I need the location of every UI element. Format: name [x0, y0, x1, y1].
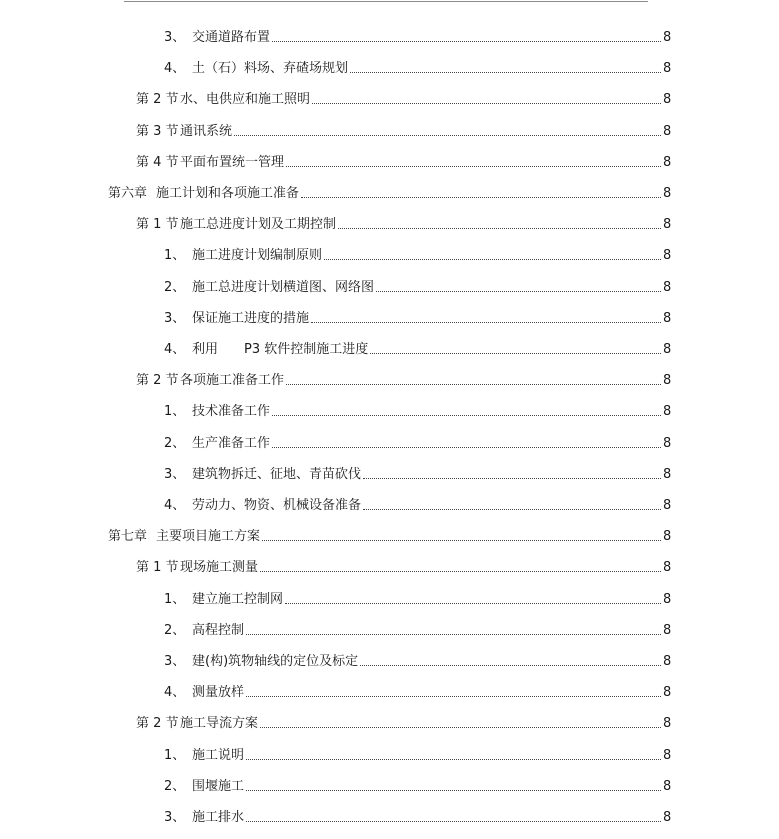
toc-entry-label: [164, 27, 271, 49]
toc-entry-number: 第七章: [108, 529, 148, 545]
toc-entry[interactable]: [0, 214, 779, 236]
toc-entry-number: 1、: [164, 248, 186, 264]
toc-entry[interactable]: [0, 121, 779, 143]
toc-entry[interactable]: [0, 58, 779, 80]
toc-entry-title: 高程控制: [192, 622, 245, 638]
toc-entry-label: [164, 589, 284, 611]
toc-entry-label: [136, 214, 337, 236]
toc-entry-label: [136, 557, 259, 579]
toc-page-number: 8: [663, 622, 672, 638]
toc-entry-title: 通讯系统: [180, 123, 233, 139]
toc-entry[interactable]: [0, 745, 779, 767]
toc-page-number: 8: [663, 61, 672, 77]
toc-entry-number: 1、: [164, 591, 186, 607]
toc-entry-title: 建立施工控制网: [192, 591, 284, 607]
toc-page-number: 8: [663, 685, 672, 701]
toc-dot-leader: [272, 41, 661, 42]
toc-entry-title: 保证施工进度的措施: [192, 310, 310, 326]
toc-entry-title: 水、电供应和施工照明: [180, 92, 311, 108]
toc-entry-title: 建(构)筑物轴线的定位及标定: [192, 654, 359, 669]
toc-entry-title: 利用 P3 软件控制施工进度: [192, 342, 369, 357]
toc-entry-label: [164, 58, 349, 80]
toc-dot-leader: [311, 322, 661, 323]
toc-entry-title: 建筑物拆迁、征地、青苗砍伐: [192, 466, 362, 482]
toc-page-number: 8: [663, 404, 672, 420]
toc-entry-number: 4、: [164, 685, 186, 701]
toc-entry-number: 4、: [164, 61, 186, 77]
toc-dot-leader: [246, 821, 661, 822]
toc-dot-leader: [246, 634, 661, 635]
toc-dot-leader: [234, 135, 661, 136]
toc-dot-leader: [286, 384, 661, 385]
toc-entry[interactable]: [0, 464, 779, 486]
toc-page-number: 8: [663, 92, 672, 108]
toc-entry-label: [136, 152, 285, 174]
toc-entry-label: [164, 464, 362, 486]
toc-dot-leader: [260, 727, 661, 728]
toc-entry-title: 施工总进度计划横道图、网络图: [192, 279, 375, 295]
toc-entry[interactable]: [0, 27, 779, 49]
toc-entry-label: [164, 433, 271, 455]
toc-page-number: 8: [663, 498, 672, 513]
toc-entry-title: 施工进度计划编制原则: [192, 248, 323, 264]
toc-page-number: 8: [663, 529, 672, 545]
toc-entry[interactable]: [0, 245, 779, 267]
toc-entry[interactable]: [0, 557, 779, 579]
toc-dot-leader: [286, 166, 661, 167]
toc-entry-number: 2、: [164, 622, 186, 638]
toc-entry-title: 施工总进度计划及工期控制: [180, 217, 337, 233]
toc-entry-title: 施工导流方案: [180, 716, 259, 732]
toc-entry-number: 1、: [164, 747, 186, 763]
toc-entry-number: 第 1 节: [136, 217, 179, 233]
toc-dot-leader: [260, 571, 661, 572]
toc-page-number: 8: [663, 435, 672, 451]
toc-entry-title: 围堰施工: [192, 778, 245, 794]
toc-entry-number: 4、: [164, 342, 186, 357]
toc-entry-number: 第 3 节: [136, 123, 179, 139]
toc-page-number: 8: [663, 654, 672, 669]
toc-entry-number: 3、: [164, 30, 186, 45]
toc-dot-leader: [363, 478, 661, 479]
toc-entry-number: 2、: [164, 279, 186, 295]
toc-page-number: 8: [663, 30, 672, 45]
toc-dot-leader: [246, 790, 661, 791]
toc-entry-label: [164, 339, 369, 361]
toc-entry-number: 3、: [164, 810, 186, 825]
toc-dot-leader: [246, 759, 661, 760]
toc-entry-title: 技术准备工作: [192, 404, 271, 420]
toc-entry[interactable]: [0, 682, 779, 704]
toc-page-number: 8: [663, 154, 672, 170]
toc-entry-title: 现场施工测量: [180, 560, 259, 576]
toc-entry[interactable]: [0, 152, 779, 174]
toc-entry-number: 4、: [164, 498, 186, 513]
toc-dot-leader: [272, 447, 661, 448]
toc-dot-leader: [246, 696, 661, 697]
toc-page-number: 8: [663, 810, 672, 825]
toc-entry[interactable]: [0, 277, 779, 299]
toc-entry-label: [164, 620, 245, 642]
toc-entry-label: [164, 807, 245, 829]
toc-entry-label: [164, 245, 323, 267]
toc-entry-number: 第 2 节: [136, 373, 179, 389]
toc-dot-leader: [285, 603, 661, 604]
toc-entry[interactable]: [0, 589, 779, 611]
toc-entry[interactable]: [0, 370, 779, 392]
toc-entry-label: [164, 277, 375, 299]
toc-entry-label: [164, 308, 310, 330]
toc-entry-number: 1、: [164, 404, 186, 420]
toc-entry-title: 平面布置统一管理: [180, 154, 285, 170]
toc-entry[interactable]: [0, 526, 779, 548]
toc-page-number: 8: [663, 310, 672, 326]
toc-entry[interactable]: [0, 807, 779, 829]
toc-page-number: 8: [663, 342, 672, 357]
toc-entry[interactable]: [0, 776, 779, 798]
toc-page-number: 8: [663, 591, 672, 607]
toc-entry[interactable]: [0, 308, 779, 330]
toc-entry-label: [164, 776, 245, 798]
toc-dot-leader: [301, 197, 661, 198]
toc-entry-title: 施工说明: [192, 747, 245, 763]
toc-entry-number: 第 2 节: [136, 716, 179, 732]
toc-entry[interactable]: [0, 433, 779, 455]
toc-entry-title: 施工排水: [192, 810, 245, 825]
toc-entry[interactable]: [0, 183, 779, 205]
toc-dot-leader: [338, 228, 661, 229]
toc-page-number: 8: [663, 466, 672, 482]
toc-entry-number: 第 2 节: [136, 92, 179, 108]
toc-entry-number: 3、: [164, 654, 186, 669]
toc-entry[interactable]: [0, 401, 779, 423]
toc-entry-label: [136, 370, 285, 392]
toc-entry-label: [136, 713, 259, 735]
toc-entry-number: 第 4 节: [136, 154, 179, 170]
toc-entry-number: 2、: [164, 435, 186, 451]
toc-dot-leader: [272, 415, 661, 416]
toc-page-number: 8: [663, 778, 672, 794]
toc-entry-number: 第六章: [108, 186, 148, 201]
toc-entry-number: 3、: [164, 310, 186, 326]
toc-page-number: 8: [663, 186, 672, 201]
toc-entry-title: 测量放样: [192, 685, 245, 701]
toc-page-number: 8: [663, 560, 672, 576]
toc-entry[interactable]: [0, 495, 779, 517]
toc-dot-leader: [363, 509, 661, 510]
toc-entry-title: 土（石）料场、弃碴场规划: [192, 61, 349, 77]
toc-entry[interactable]: [0, 620, 779, 642]
toc-entry-label: [164, 401, 271, 423]
toc-entry-label: [108, 183, 300, 205]
toc-entry-number: 第 1 节: [136, 560, 179, 576]
toc-entry-label: [136, 121, 233, 143]
toc-page-number: 8: [663, 217, 672, 233]
toc-entry-label: [164, 495, 362, 517]
toc-entry[interactable]: [0, 651, 779, 673]
toc-entry-label: [108, 526, 261, 548]
toc-entry-title: 各项施工准备工作: [180, 373, 285, 389]
toc-entry-title: 生产准备工作: [192, 435, 271, 451]
toc-entry-title: 交通道路布置: [192, 30, 271, 45]
toc-entry-label: [164, 651, 359, 673]
toc-entry-title: 主要项目施工方案: [156, 529, 261, 545]
toc-dot-leader: [370, 353, 661, 354]
toc-dot-leader: [262, 540, 661, 541]
toc-dot-leader: [312, 103, 661, 104]
toc-entry-title: 劳动力、物资、机械设备准备: [192, 498, 362, 513]
toc-page-number: 8: [663, 716, 672, 732]
toc-entry[interactable]: [0, 339, 779, 361]
toc-entry-number: 3、: [164, 466, 186, 482]
toc-entry-label: [136, 89, 311, 111]
toc-dot-leader: [376, 291, 661, 292]
toc-dot-leader: [350, 72, 661, 73]
toc-dot-leader: [360, 665, 661, 666]
toc-page-number: 8: [663, 279, 672, 295]
toc-entry-label: [164, 682, 245, 704]
toc-entry-label: [164, 745, 245, 767]
toc-entry-title: 施工计划和各项施工准备: [156, 186, 300, 201]
toc-page-number: 8: [663, 248, 672, 264]
toc-entry-number: 2、: [164, 778, 186, 794]
toc-entry[interactable]: [0, 713, 779, 735]
toc-page-number: 8: [663, 747, 672, 763]
toc-dot-leader: [324, 259, 661, 260]
toc-entry[interactable]: [0, 89, 779, 111]
toc-page-number: 8: [663, 123, 672, 139]
toc-page-number: 8: [663, 373, 672, 389]
